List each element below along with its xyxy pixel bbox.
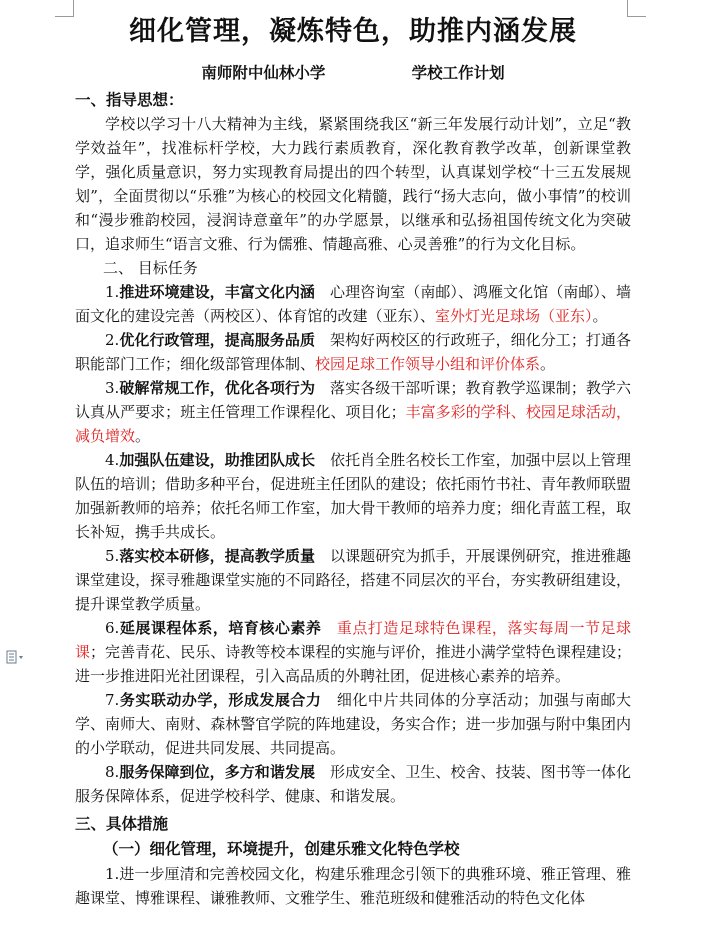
goal-number: 3. [105,379,120,397]
goal-item [75,544,631,616]
goal-red-highlight: 室外灯光足球场（亚东） [435,307,593,325]
document-title: 细化管理，凝炼特色，助推内涵发展 [129,16,577,47]
goal-tail: 。 [540,355,556,373]
subsection-paragraph: 1.进一步厘清和完善校园文化，构建乐雅理念引领下的典雅环境、雅正管理、雅趣课堂、博雅课程、谦雅教师、文雅学生、雅范班级和健雅活动的特色文化体 [75,865,631,907]
goal-number: 6. [105,619,120,637]
goal-bold-title: 务实联动办学，形成发展合力 [119,691,322,709]
goal-bold-title: 落实校本研修，提高教学质量 [119,547,315,565]
goal-tail: 。 [135,427,151,445]
subtitle-school: 南师附中仙林小学 [201,63,326,82]
goal-item [75,376,631,448]
goal-number: 8. [105,763,120,781]
goal-text: 形成安全、卫生、校舍、技装、图书等一体化服务保障体系，促进学校科学、健康、和谐发展。 [75,763,631,805]
goal-item [75,448,631,544]
goal-text [321,619,337,637]
goal-text: 细化中片共同体的分享活动；加强与南邮大学、南师大、南财、森林警官学院的阵地建设，务实合作；进一步加强与附中集团内的小学联动，促进共同发展、共同提高。 [75,691,631,757]
section-heading-guiding-ideology: 一、指导思想： [75,90,184,109]
goal-bold-title: 优化行政管理，提高服务品质 [119,331,315,349]
goal-number: 2. [105,331,120,349]
goal-bold-title: 破解常规工作，优化各项行为 [119,379,315,397]
goal-item [75,280,631,328]
subtitle-plan: 学校工作计划 [411,63,505,82]
goal-bold-title: 加强队伍建设，助推团队成长 [119,451,315,469]
document-page [75,12,631,910]
goal-text: 落实各级干部听课；教育教学巡课制；教学六认真从严要求；班主任管理工作课程化、项目化； [75,379,631,421]
goal-bold-title: 推进环境建设，丰富文化内涵 [119,283,315,301]
page-corner-mark-left [55,0,74,17]
goal-text: 架构好两校区的行政班子，细化分工；打通各职能部门工作；细化级部管理体制、 [75,331,631,373]
goal-number: 4. [105,451,120,469]
goal-red-highlight: 校园足球工作领导小组和评价体系 [315,355,541,373]
goal-text: 以课题研究为抓手，开展课例研究，推进雅趣课堂建设，探寻雅趣课堂实施的不同路径，搭建不同层次的平台，夯实教研组建设，提升课堂教学质量。 [75,547,631,613]
document-subtitle [75,62,631,84]
goal-bold-title: 延展课程体系，培育核心素养 [119,619,322,637]
goal-red-highlight: 丰富多彩的学科、校园足球活动，减负增效 [75,403,631,445]
goal-number: 5. [105,547,120,565]
goal-bold-title: 服务保障到位，多方和谐发展 [119,763,315,781]
document-icon[interactable] [5,650,25,666]
section-heading-goals: 二、 目标任务 [103,259,198,277]
goal-text: 心理咨询室（南邮）、鸿雁文化馆（南邮）、墙面文化的建设完善（两校区）、体育馆的改建（亚东）、 [75,283,631,325]
goal-tail: ；完善青花、民乐、诗教等校本课程的实施与评价，推进小满学堂特色课程建设；进一步推进阳光社团课程，引入高品质的外聘社团，促进核心素养的培养。 [75,643,631,685]
goal-text: 依托肖全胜名校长工作室，加强中层以上管理队伍的培训；借助多种平台，促进班主任团队的建设；依托雨竹书社、青年教师联盟加强新教师的培养；依托名师工作室，加大骨干教师的培养力度；细化青蓝工程，取长补短，携手共成长。 [75,451,631,541]
goal-number: 7. [105,691,120,709]
goal-number: 1. [105,283,120,301]
guiding-ideology-paragraph: 学校以学习十八大精神为主线，紧紧围绕我区“新三年发展行动计划”，立足“教学效益年”，找准标杆学校，大力践行素质教育，深化教育教学改革，创新课堂教学，强化质量意识，努力实现教育局提出的四个转型，认真谋划学校“十三五发展规划”，全面贯彻以“乐雅”为核心的校园文化精髓，践行“扬大志向，做小事情”的校训和“漫步雅韵校园，浸润诗意童年”的办学愿景，以继承和弘扬祖国传统文化为突破口，追求师生“语言文雅、行为儒雅、情趣高雅、心灵善雅”的行为文化目标。 [75,115,631,253]
goal-tail: 。 [592,307,608,325]
section-heading-measures: 三、具体措施 [75,814,169,833]
goal-item [75,688,631,760]
goal-item [75,616,631,688]
subsection-heading: （一）细化管理，环境提升，创建乐雅文化特色学校 [103,839,460,858]
goal-item [75,328,631,376]
goal-red-highlight: 重点打造足球特色课程，落实每周一节足球课 [75,619,631,661]
goal-item [75,760,631,808]
